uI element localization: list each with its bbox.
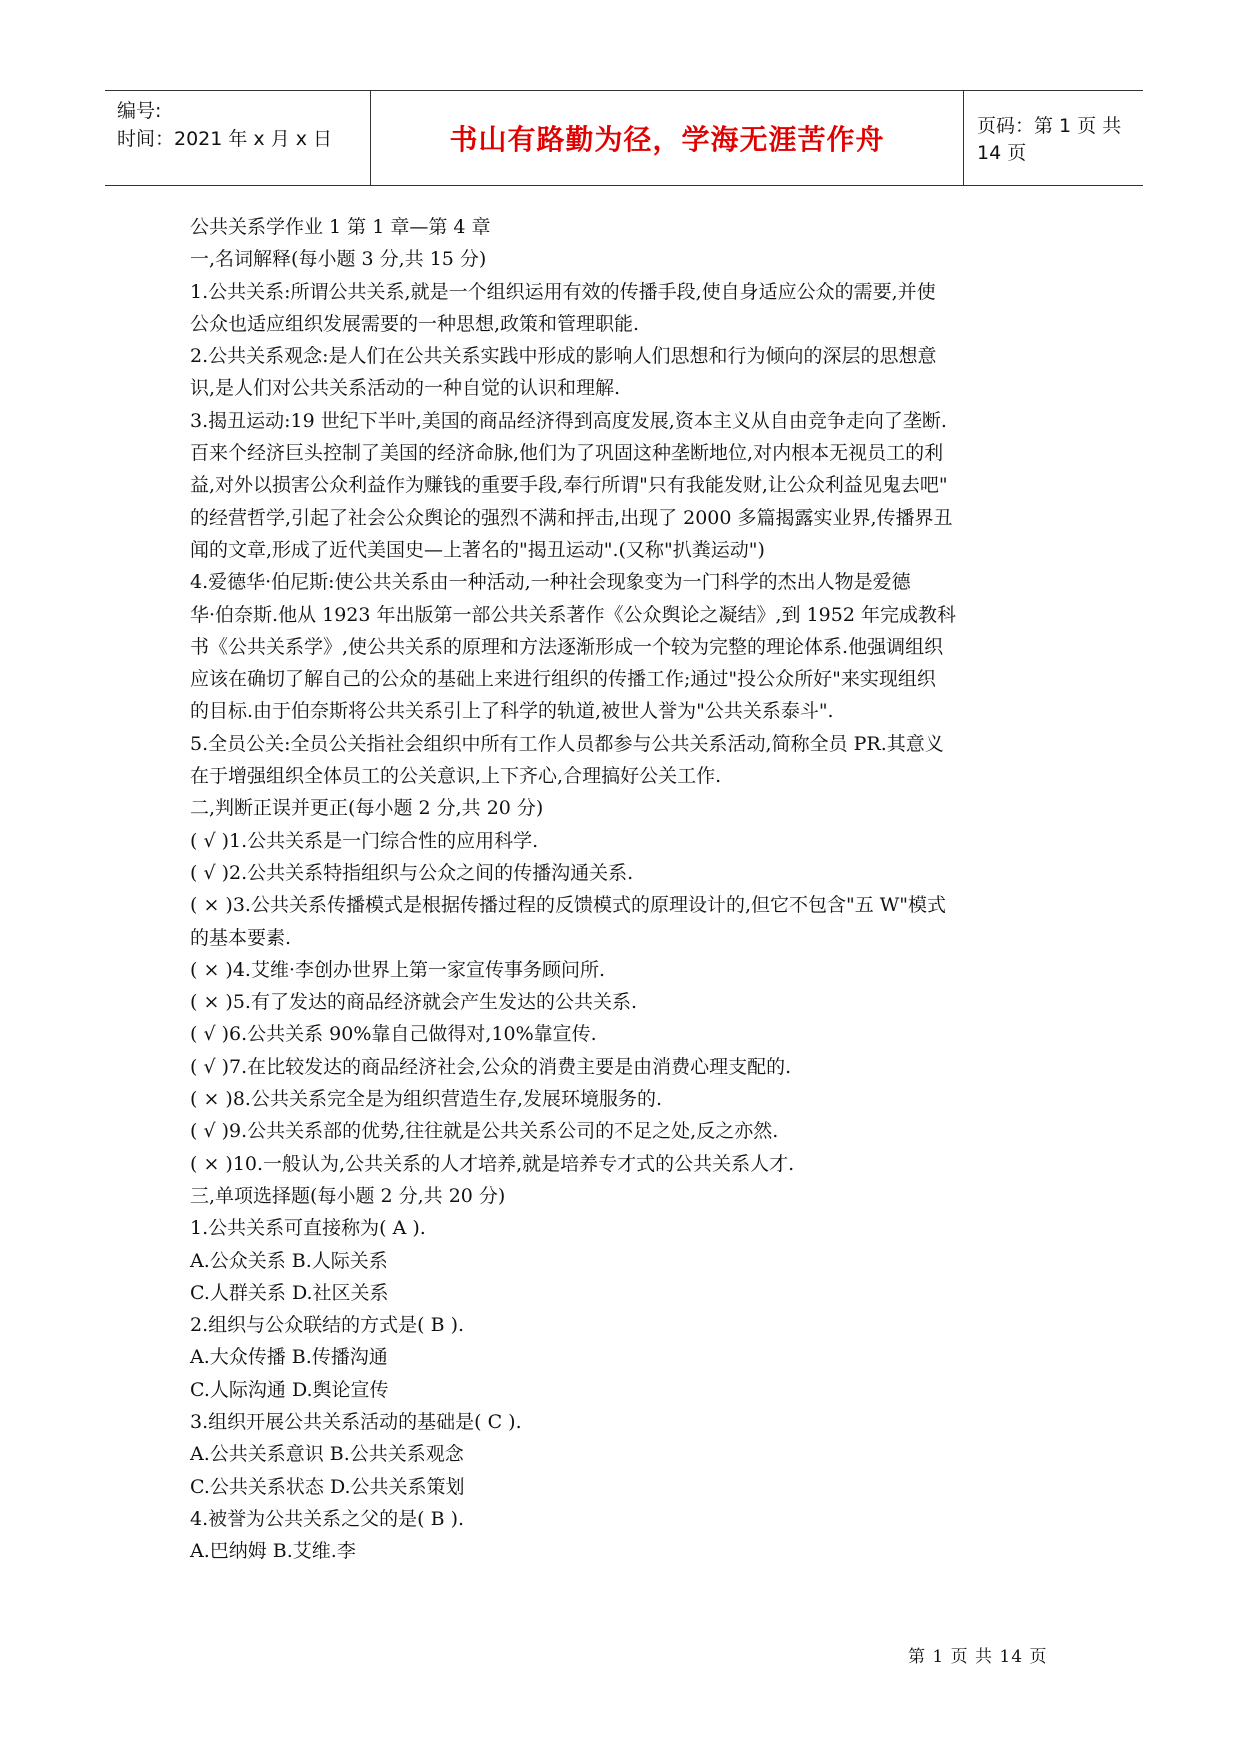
text-line: 公共关系学作业 1 第 1 章—第 4 章	[190, 216, 491, 238]
text-line: 闻的文章,形成了近代美国史—上著名的"揭丑运动".(又称"扒粪运动")	[190, 538, 765, 561]
header-divider	[963, 91, 964, 185]
text-line: 华·伯奈斯.他从 1923 年出版第一部公共关系著作《公众舆论之凝结》,到 1952 年完成教科	[190, 603, 956, 626]
text-line: 5.全员公关:全员公关指社会组织中所有工作人员都参与公共关系活动,简称全员 PR.其意义	[190, 732, 944, 755]
text-line: 的基本要素.	[190, 926, 292, 949]
header-meta	[117, 97, 367, 153]
text-line: ( √ )7.在比较发达的商品经济社会,公众的消费主要是由消费心理支配的.	[190, 1055, 792, 1078]
text-line: A.巴纳姆 B.艾维.李	[190, 1540, 356, 1563]
document-number-label: 编号:	[117, 100, 162, 122]
text-line: 3.组织开展公共关系活动的基础是( C ).	[190, 1410, 522, 1433]
text-line: 1.公共关系可直接称为( A ).	[190, 1217, 426, 1240]
text-line: C.人际沟通 D.舆论宣传	[190, 1378, 389, 1401]
text-line: ( √ )1.公共关系是一门综合性的应用科学.	[190, 829, 539, 852]
text-line: 的经营哲学,引起了社会公众舆论的强烈不满和抨击,出现了 2000 多篇揭露实业界,传播界丑	[190, 506, 953, 529]
text-line: 3.揭丑运动:19 世纪下半叶,美国的商品经济得到高度发展,资本主义从自由竞争走向了垄断.	[190, 409, 947, 432]
page-footer: 第 1 页 共 14 页	[908, 1647, 1048, 1667]
text-line: ( √ )9.公共关系部的优势,往往就是公共关系公司的不足之处,反之亦然.	[190, 1120, 779, 1143]
text-line: 4.被誉为公共关系之父的是( B ).	[190, 1507, 465, 1530]
text-line: 书《公共关系学》,使公共关系的原理和方法逐渐形成一个较为完整的理论体系.他强调组织	[190, 635, 944, 658]
text-line: 2.公共关系观念:是人们在公共关系实践中形成的影响人们思想和行为倾向的深层的思想意	[190, 345, 937, 368]
text-line: 在于增强组织全体员工的公关意识,上下齐心,合理搞好公关工作.	[190, 765, 722, 788]
header-motto: 书山有路勤为径，学海无涯苦作舟	[449, 123, 885, 156]
header-page-number: 页码：第 1 页 共 14 页	[977, 115, 1122, 164]
text-line: ( × )3.公共关系传播模式是根据传播过程的反馈模式的原理设计的,但它不包含"五 W"模式	[190, 894, 947, 917]
text-line: A.公众关系 B.人际关系	[190, 1249, 388, 1272]
text-line: 公众也适应组织发展需要的一种思想,政策和管理职能.	[190, 312, 640, 335]
text-line: ( √ )6.公共关系 90%靠自己做得对,10%靠宣传.	[190, 1023, 597, 1046]
text-line: ( × )10.一般认为,公共关系的人才培养,就是培养专才式的公共关系人才.	[190, 1152, 795, 1175]
text-line: 4.爱德华·伯尼斯:使公共关系由一种活动,一种社会现象变为一门科学的杰出人物是爱德	[190, 571, 911, 594]
text-line: 应该在确切了解自己的公众的基础上来进行组织的传播工作;通过"投公众所好"来实现组织	[190, 668, 936, 691]
text-line: 一,名词解释(每小题 3 分,共 15 分)	[190, 248, 487, 271]
text-line: 三,单项选择题(每小题 2 分,共 20 分)	[190, 1184, 506, 1207]
text-line: C.公共关系状态 D.公共关系策划	[190, 1475, 465, 1498]
text-line: ( × )5.有了发达的商品经济就会产生发达的公共关系.	[190, 991, 637, 1014]
text-line: 的目标.由于伯奈斯将公共关系引上了科学的轨道,被世人誉为"公共关系泰斗".	[190, 700, 834, 723]
document-time-label: 时间：2021 年 x 月 x 日	[117, 128, 333, 150]
document-body	[190, 211, 1062, 1567]
text-line: C.人群关系 D.社区关系	[190, 1281, 389, 1304]
text-line: A.公共关系意识 B.公共关系观念	[190, 1443, 464, 1466]
page-header	[105, 90, 1143, 186]
text-line: A.大众传播 B.传播沟通	[190, 1346, 388, 1369]
text-line: ( × )4.艾维·李创办世界上第一家宣传事务顾问所.	[190, 958, 606, 981]
text-line: 识,是人们对公共关系活动的一种自觉的认识和理解.	[190, 377, 621, 400]
text-line: 益,对外以损害公众利益作为赚钱的重要手段,奉行所谓"只有我能发财,让公众利益见鬼去吧"	[190, 474, 948, 497]
text-line: 2.组织与公众联结的方式是( B ).	[190, 1314, 465, 1337]
text-line: ( √ )2.公共关系特指组织与公众之间的传播沟通关系.	[190, 861, 634, 884]
text-line: 百来个经济巨头控制了美国的经济命脉,他们为了巩固这种垄断地位,对内根本无视员工的利	[190, 442, 944, 465]
text-line: 二,判断正误并更正(每小题 2 分,共 20 分)	[190, 797, 544, 820]
text-line: ( × )8.公共关系完全是为组织营造生存,发展环境服务的.	[190, 1088, 663, 1111]
text-line: 1.公共关系:所谓公共关系,就是一个组织运用有效的传播手段,使自身适应公众的需要,并使	[190, 280, 936, 303]
